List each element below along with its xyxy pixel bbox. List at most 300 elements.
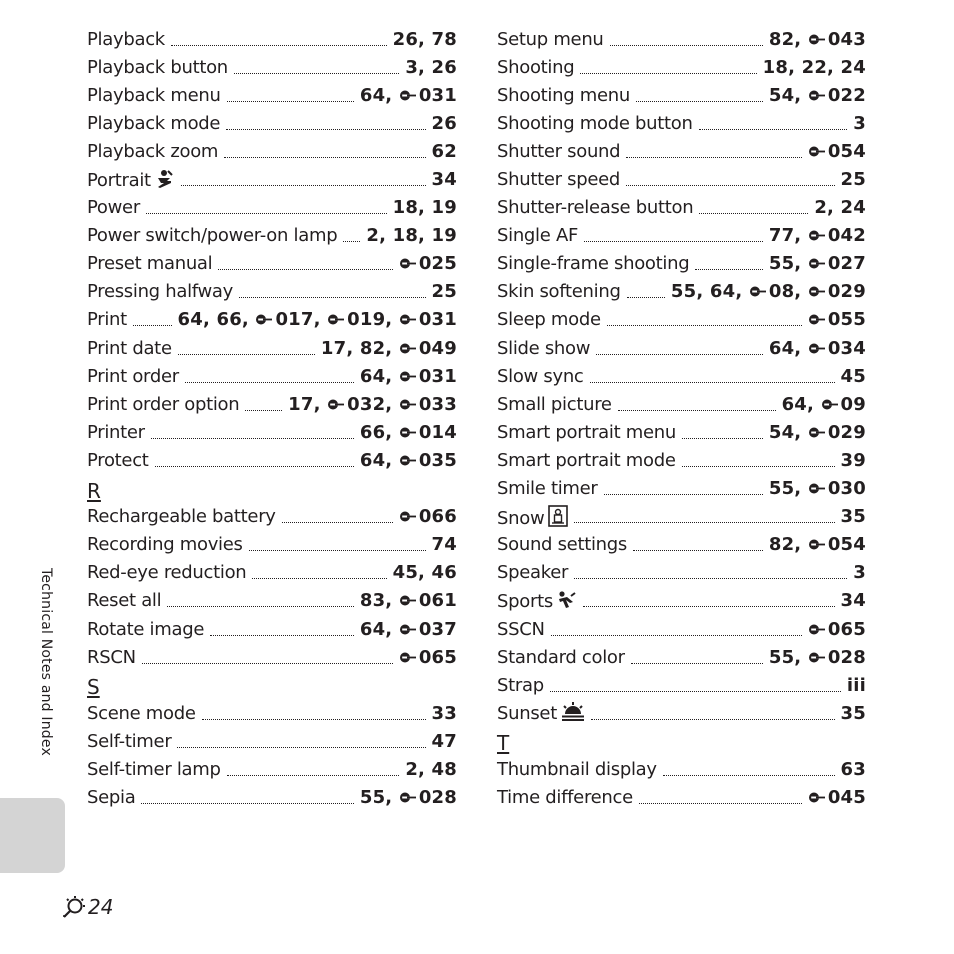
index-term-text: Portrait [87, 169, 151, 191]
reference-icon [808, 791, 827, 804]
index-pages: 3, 26 [405, 56, 457, 78]
index-term [87, 338, 172, 359]
reference-icon [808, 623, 827, 636]
index-pages: 83, 061 [359, 590, 457, 612]
index-term-text: Sports [497, 590, 553, 612]
index-term-text: Reset all [87, 590, 162, 612]
reference-icon [808, 257, 827, 270]
index-term [87, 366, 179, 387]
index-entry [497, 531, 866, 559]
index-term-text: Protect [87, 449, 149, 471]
index-term-text: Strap [497, 674, 544, 696]
dot-leader [202, 719, 426, 720]
index-entry [497, 222, 866, 250]
index-entry [87, 615, 457, 643]
index-entry [497, 165, 866, 193]
index-term-text: Power switch/power-on lamp [87, 225, 338, 247]
index-term-text: Smart portrait menu [497, 421, 677, 443]
index-term-text: Sunset [497, 703, 557, 725]
reference-icon [808, 651, 827, 664]
reference-icon [808, 342, 827, 355]
index-term [87, 141, 218, 162]
index-pages: 45, 46 [392, 562, 457, 584]
dot-leader [210, 635, 354, 636]
dot-leader [181, 185, 426, 186]
index-term [497, 29, 604, 50]
index-entry [87, 643, 457, 671]
index-term [87, 281, 233, 302]
index-pages: 45 [840, 365, 866, 387]
index-entry [497, 446, 866, 474]
index-term-text: Single AF [497, 225, 579, 247]
index-term [497, 675, 544, 696]
index-entry [497, 587, 866, 615]
index-term [497, 225, 578, 246]
index-pages: 55, 027 [768, 253, 866, 275]
index-term-text: Playback [87, 28, 165, 50]
reference-icon [399, 342, 418, 355]
index-term [87, 394, 239, 415]
dot-leader [178, 354, 315, 355]
index-term-text: Playback mode [87, 112, 221, 134]
dot-leader [682, 438, 763, 439]
index-term-text: Slow sync [497, 365, 584, 387]
index-pages: 054 [808, 141, 866, 162]
index-entry [87, 222, 457, 250]
dot-leader [590, 382, 835, 383]
index-term-text: Snow [497, 507, 545, 529]
index-term-text: Red-eye reduction [87, 562, 247, 584]
dot-leader [695, 269, 763, 270]
index-entry [87, 699, 457, 727]
reference-icon [399, 623, 418, 636]
index-term-text: Shooting mode button [497, 112, 693, 134]
page-number-text: 24 [88, 895, 114, 919]
index-pages: 065 [808, 619, 866, 640]
dot-leader [133, 325, 172, 326]
index-entry [497, 278, 866, 306]
index-pages: 63 [840, 758, 866, 780]
index-term-text: Shooting [497, 56, 575, 78]
index-term-text: Small picture [497, 393, 612, 415]
index-pages: 055 [808, 309, 866, 330]
index-pages: 33 [431, 702, 457, 724]
dot-leader [141, 803, 353, 804]
index-entry [497, 615, 866, 643]
index-term-text: Shutter-release button [497, 197, 694, 219]
index-pages: 065 [399, 647, 457, 668]
index-term-text: Printer [87, 421, 145, 443]
dot-leader [682, 466, 835, 467]
index-term-text: Playback button [87, 56, 228, 78]
index-term [497, 197, 693, 218]
index-pages: 025 [399, 253, 457, 274]
index-term [497, 787, 633, 808]
index-entry [497, 137, 866, 165]
index-entry [87, 418, 457, 446]
index-term [497, 590, 577, 612]
section-label: Technical Notes and Index [38, 568, 54, 756]
dot-leader [224, 157, 425, 158]
index-entry [87, 194, 457, 222]
index-term [87, 309, 127, 330]
reference-icon [399, 370, 418, 383]
index-column-right [497, 25, 866, 812]
index-pages: 35 [840, 702, 866, 724]
index-term-text: Self-timer [87, 730, 172, 752]
index-term-text: Thumbnail display [497, 758, 657, 780]
index-term-text: Single-frame shooting [497, 253, 690, 275]
dot-leader [146, 213, 387, 214]
dot-leader [618, 410, 776, 411]
index-term-text: Smart portrait mode [497, 449, 676, 471]
index-pages: 26 [431, 112, 457, 134]
index-pages: 2, 18, 19 [366, 225, 457, 247]
reference-icon [399, 89, 418, 102]
reference-icon [399, 510, 418, 523]
index-term-text: Speaker [497, 562, 569, 584]
index-entry [87, 137, 457, 165]
index-term [87, 450, 149, 471]
index-entry [497, 475, 866, 503]
dot-leader [151, 438, 354, 439]
dot-leader [604, 494, 763, 495]
index-pages: 17, 032, 033 [288, 393, 457, 415]
dot-leader [636, 101, 763, 102]
index-pages: 64, 031 [359, 365, 457, 387]
index-term-text: Shutter sound [497, 140, 621, 162]
index-term-text: Rotate image [87, 618, 205, 640]
index-pages: 26, 78 [392, 28, 457, 50]
index-pages: 2, 48 [405, 758, 457, 780]
index-term [497, 759, 657, 780]
index-entry [497, 699, 866, 727]
index-entry [497, 390, 866, 418]
index-pages: 25 [840, 169, 866, 191]
index-term-text: Print order [87, 365, 179, 387]
index-term [497, 57, 574, 78]
dot-leader [626, 185, 835, 186]
index-term [87, 703, 196, 724]
dot-leader [239, 297, 426, 298]
dot-leader [596, 354, 763, 355]
reference-icon [808, 426, 827, 439]
dot-leader [185, 382, 354, 383]
index-entry [87, 755, 457, 783]
index-term [87, 759, 221, 780]
index-entry [497, 306, 866, 334]
dot-leader [249, 550, 426, 551]
index-entry [87, 446, 457, 474]
index-entry [497, 81, 866, 109]
index-pages: 82, 043 [768, 28, 866, 50]
index-term-text: SSCN [497, 618, 545, 640]
index-term [87, 113, 220, 134]
index-term [497, 647, 625, 668]
index-entry [87, 81, 457, 109]
reference-icon [399, 454, 418, 467]
index-term-text: Rechargeable battery [87, 506, 276, 528]
index-term [87, 225, 337, 246]
index-pages: 64, 031 [359, 84, 457, 106]
dot-leader [167, 606, 354, 607]
index-pages: 47 [431, 730, 457, 752]
index-entry [87, 390, 457, 418]
index-pages: 62 [431, 140, 457, 162]
index-term [497, 281, 621, 302]
index-pages: 82, 054 [768, 534, 866, 556]
index-entry [87, 362, 457, 390]
dot-leader [626, 157, 802, 158]
index-pages: 64, 035 [359, 449, 457, 471]
reference-icon [399, 791, 418, 804]
reference-icon [808, 285, 827, 298]
section-tab [0, 798, 65, 873]
index-column-left [87, 25, 457, 812]
index-pages: 34 [840, 590, 866, 612]
index-term-text: Time difference [497, 787, 633, 809]
index-term [497, 366, 584, 387]
dot-leader [343, 241, 360, 242]
index-term [87, 647, 136, 668]
index-entry [87, 727, 457, 755]
index-pages: 2, 24 [814, 197, 866, 219]
index-entry [87, 559, 457, 587]
index-entry [87, 334, 457, 362]
index-entry [87, 784, 457, 812]
index-pages: 3 [853, 112, 866, 134]
index-term-text: Print order option [87, 393, 240, 415]
index-entry [87, 53, 457, 81]
dot-leader [171, 45, 387, 46]
technical-notes-icon [61, 895, 87, 919]
dot-leader [627, 297, 665, 298]
index-entry [497, 418, 866, 446]
index-entry [87, 531, 457, 559]
page-number [61, 895, 113, 919]
index-term [497, 505, 568, 529]
index-term [87, 169, 175, 191]
index-term [497, 113, 693, 134]
index-term [87, 253, 212, 274]
index-term-text: Scene mode [87, 702, 196, 724]
index-pages: 64, 037 [359, 618, 457, 640]
dot-leader [639, 803, 802, 804]
index-entry [497, 643, 866, 671]
dot-leader [226, 129, 425, 130]
index-term-text: Power [87, 197, 140, 219]
dot-leader [550, 691, 841, 692]
index-entry [87, 278, 457, 306]
index-entry [87, 503, 457, 531]
dot-leader [699, 213, 808, 214]
index-entry [87, 165, 457, 193]
index-entry [87, 587, 457, 615]
dot-leader [177, 747, 425, 748]
index-term-text: Print date [87, 337, 172, 359]
dot-leader [580, 73, 756, 74]
index-term-text: Shooting menu [497, 84, 630, 106]
index-pages: 34 [431, 169, 457, 191]
index-letter-heading: S [87, 675, 100, 700]
index-pages: 64, 66, 017, 019, 031 [177, 309, 457, 331]
index-term [497, 450, 676, 471]
dot-leader [699, 129, 848, 130]
index-pages: 55, 030 [768, 478, 866, 500]
index-term [497, 309, 601, 330]
sunset-icon [561, 702, 585, 722]
index-term [87, 590, 161, 611]
index-term [497, 141, 620, 162]
index-term-text: Skin softening [497, 281, 621, 303]
dot-leader [227, 101, 354, 102]
index-term [87, 534, 243, 555]
index-pages: 18, 19 [392, 197, 457, 219]
index-pages: 64, 034 [768, 337, 866, 359]
index-entry [497, 671, 866, 699]
index-entry [497, 334, 866, 362]
dot-leader [610, 45, 763, 46]
index-term [497, 338, 590, 359]
reference-icon [399, 398, 418, 411]
reference-icon [808, 313, 827, 326]
index-term [497, 534, 627, 555]
index-pages: 55, 028 [359, 787, 457, 809]
index-entry [497, 250, 866, 278]
index-pages: 17, 82, 049 [320, 337, 457, 359]
index-entry [497, 503, 866, 531]
dot-leader [631, 663, 763, 664]
index-term [497, 619, 545, 640]
index-term [497, 394, 612, 415]
index-entry [87, 250, 457, 278]
index-entry [497, 784, 866, 812]
index-term [87, 506, 276, 527]
reference-icon [399, 594, 418, 607]
reference-icon [808, 89, 827, 102]
reference-icon [821, 398, 840, 411]
index-term [497, 562, 568, 583]
reference-icon [749, 285, 768, 298]
reference-icon [808, 482, 827, 495]
index-pages: 3 [853, 562, 866, 584]
index-pages: 045 [808, 787, 866, 808]
reference-icon [399, 426, 418, 439]
index-term [497, 478, 598, 499]
dot-leader [245, 410, 282, 411]
index-pages: iii [846, 674, 866, 696]
dot-leader [218, 269, 392, 270]
dot-leader [551, 635, 802, 636]
index-pages: 55, 028 [768, 646, 866, 668]
index-term [87, 57, 228, 78]
index-term [87, 787, 135, 808]
index-pages: 54, 029 [768, 421, 866, 443]
index-term [87, 197, 140, 218]
reference-icon [808, 229, 827, 242]
index-entry [497, 559, 866, 587]
index-term-text: Standard color [497, 646, 625, 668]
index-pages: 64, 09 [781, 393, 866, 415]
dot-leader [155, 466, 354, 467]
portrait-icon [155, 169, 175, 189]
dot-leader [142, 663, 393, 664]
index-term-text: Smile timer [497, 478, 598, 500]
index-term [87, 562, 246, 583]
reference-icon [808, 145, 827, 158]
index-term [87, 619, 204, 640]
index-term [497, 422, 676, 443]
dot-leader [574, 578, 847, 579]
index-term [497, 702, 585, 724]
index-pages: 066 [399, 506, 457, 527]
reference-icon [327, 313, 346, 326]
dot-leader [227, 775, 400, 776]
dot-leader [584, 241, 763, 242]
index-term-text: Slide show [497, 337, 591, 359]
index-term [87, 731, 171, 752]
index-entry [497, 194, 866, 222]
index-term [87, 29, 165, 50]
index-term-text: Playback zoom [87, 140, 219, 162]
index-term-text: Preset manual [87, 253, 213, 275]
index-pages: 66, 014 [359, 421, 457, 443]
index-term-text: RSCN [87, 646, 136, 668]
index-term-text: Recording movies [87, 534, 243, 556]
dot-leader [633, 550, 763, 551]
index-term-text: Sleep mode [497, 309, 601, 331]
sports-icon [557, 590, 577, 610]
index-term-text: Self-timer lamp [87, 758, 221, 780]
index-pages: 74 [431, 534, 457, 556]
dot-leader [663, 775, 835, 776]
index-entry [497, 109, 866, 137]
index-term-text: Print [87, 309, 127, 331]
index-entry [497, 53, 866, 81]
dot-leader [252, 578, 386, 579]
index-entry [87, 306, 457, 334]
index-term [87, 422, 145, 443]
index-term-text: Playback menu [87, 84, 221, 106]
index-entry [87, 109, 457, 137]
reference-icon [399, 257, 418, 270]
index-pages: 18, 22, 24 [762, 56, 866, 78]
index-pages: 39 [840, 449, 866, 471]
index-term [497, 253, 689, 274]
index-entry [497, 755, 866, 783]
index-pages: 25 [431, 281, 457, 303]
index-term-text: Setup menu [497, 28, 604, 50]
dot-leader [282, 522, 393, 523]
reference-icon [399, 651, 418, 664]
index-pages: 54, 022 [768, 84, 866, 106]
dot-leader [591, 719, 835, 720]
index-term-text: Sound settings [497, 534, 627, 556]
index-term [497, 169, 620, 190]
dot-leader [234, 73, 399, 74]
index-letter-heading: T [497, 731, 510, 756]
index-entry [497, 362, 866, 390]
dot-leader [583, 606, 835, 607]
reference-icon [808, 33, 827, 46]
index-entry [497, 25, 866, 53]
dot-leader [607, 325, 802, 326]
index-pages: 35 [840, 506, 866, 528]
dot-leader [574, 522, 834, 523]
index-letter-heading: R [87, 478, 101, 503]
index-pages: 55, 64, 08, 029 [670, 281, 866, 303]
reference-icon [255, 313, 274, 326]
